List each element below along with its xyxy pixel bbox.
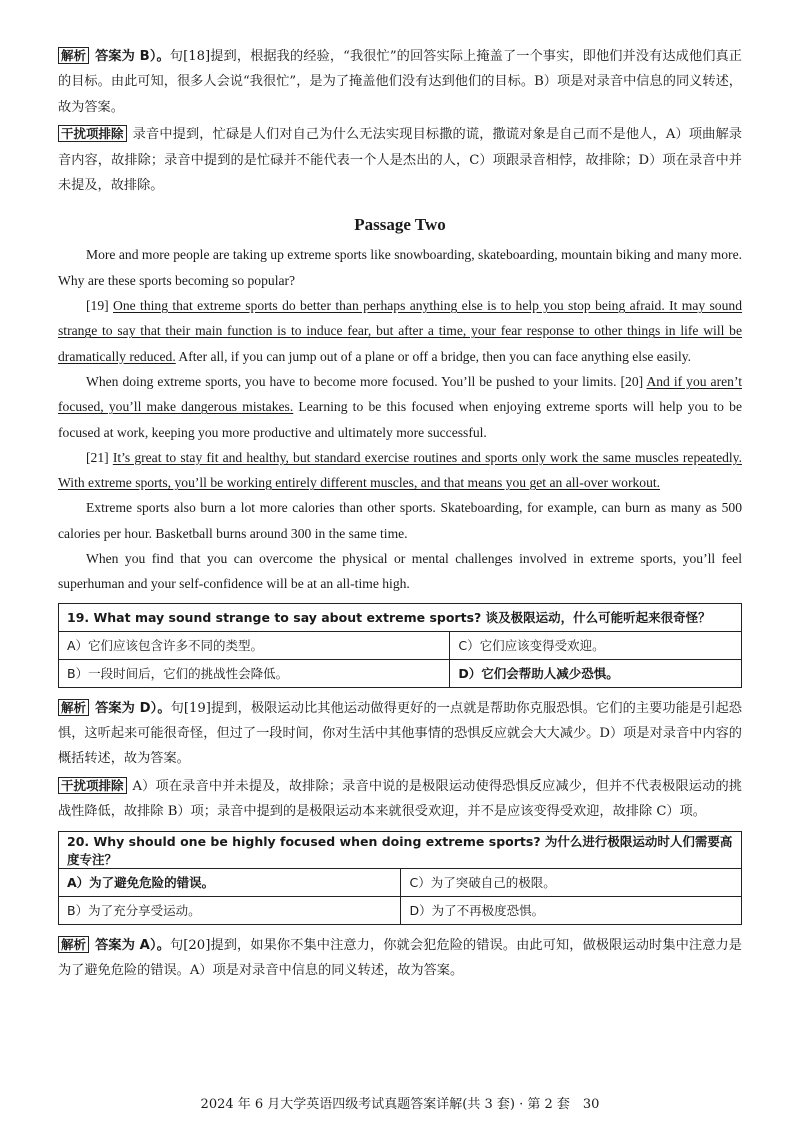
analysis-20: [58, 933, 742, 984]
passage-paragraph: More and more people are taking up extreme sports like snowboarding, skateboarding, mountain biking and many more. Why are these sports becoming so popular?: [58, 247, 742, 288]
answer-label: 答案为 A）。: [95, 937, 170, 953]
question-stem: 19. What may sound strange to say about extreme sports? 谈及极限运动，什么可能听起来很奇怪？: [59, 603, 742, 631]
sentence-marker: [19]: [86, 298, 109, 314]
analysis-text: 句[19]提到，极限运动比其他运动做得更好的一点就是帮助你克服恐惧。它们的主要功能是引起恐惧，这听起来可能很奇怪，但过了一段时间，你对生活中其他事情的恐惧反应就会大大减少。D）项是对录音中内容的概括转述，故为答案。: [58, 700, 742, 767]
passage-paragraph: Extreme sports also burn a lot more calories than other sports. Skateboarding, for example, can burn as many as 500 calories per hour. Basketball burns around 300 in the same time.: [58, 500, 742, 541]
passage-paragraph: [58, 293, 742, 369]
question-19-table: [58, 603, 742, 688]
passage-text: After all, if you can jump out of a plane or off a bridge, then you can face anything else easily.: [178, 348, 692, 364]
passage-paragraph: [58, 445, 742, 496]
passage-paragraph: [58, 369, 742, 445]
analysis-tag: 解析: [58, 47, 89, 64]
answer-label: 答案为 D）。: [95, 700, 171, 716]
option-d-correct: D）它们会帮助人减少恐惧。: [450, 659, 742, 687]
sentence-marker: [21]: [86, 449, 109, 465]
option-b: B）一段时间后，它们的挑战性会降低。: [59, 659, 450, 687]
option-d: D）为了不再极度恐惧。: [401, 896, 742, 924]
option-a: A）它们应该包含许多不同的类型。: [59, 631, 450, 659]
passage-text: Learning to be this focused when enjoying extreme sports will help you to be focused at work, keeping you more productive and ultimately more successful.: [58, 399, 742, 440]
analysis-text: 句[18]提到，根据我的经验，“我很忙”的回答实际上掩盖了一个事实，即他们并没有达成他们真正的目标。由此可知，很多人会说“我很忙”，是为了掩盖他们没有达到他们的目标。B）项是对录音中信息的同义转述，故为答案。: [58, 49, 742, 115]
option-b: B）为了充分享受运动。: [59, 896, 401, 924]
passage-text: When doing extreme sports, you have to become more focused. You’ll be pushed to your limits.: [86, 373, 617, 389]
option-a-correct: A）为了避免危险的错误。: [59, 868, 401, 896]
distractor-tag: 干扰项排除: [58, 125, 127, 142]
analysis-tag: 解析: [58, 699, 89, 716]
analysis-tag: 解析: [58, 936, 89, 953]
page-footer: 2024 年 6 月大学英语四级考试真题答案详解(共 3 套) · 第 2 套 30: [200, 1097, 600, 1112]
analysis-19: [58, 696, 742, 772]
passage-body: [58, 242, 742, 596]
analysis-text: 句[20]提到，如果你不集中注意力，你就会犯危险的错误。由此可知，做极限运动时集中注意力是为了避免危险的错误。A）项是对录音中信息的同义转述，故为答案。: [58, 937, 742, 979]
sentence-marker: [20]: [620, 373, 644, 389]
distractor-text: A）项在录音中并未提及，故排除；录音中说的是极限运动使得恐惧反应减少，但并不代表极限运动的挑战性降低，故排除 B）项；录音中提到的是极限运动本来就很受欢迎，并不是应该变得受欢迎，故排除 C）项。: [58, 778, 742, 820]
option-c: C）为了突破自己的极限。: [401, 868, 742, 896]
distractor-tag: 干扰项排除: [58, 777, 127, 794]
passage-paragraph: When you find that you can overcome the physical or mental challenges involved in extreme sports, you’ll feel superhuman and your self-confidence will be at an all-time high.: [58, 551, 742, 592]
analysis-18: [58, 44, 742, 120]
key-sentence: And if you aren’t focused, you’ll make dangerous mistakes.: [58, 373, 743, 415]
distractor-text: 录音中提到，忙碌是人们对自己为什么无法实现目标撒的谎，撒谎对象是自己而不是他人，A）项曲解录音内容，故排除；录音中提到的是忙碌并不能代表一个人是杰出的人，C）项跟录音相悖，故排除；D）项在录音中并未提及，故排除。: [58, 127, 742, 194]
passage-title: Passage Two: [354, 215, 446, 235]
answer-label: 答案为 B）。: [95, 49, 170, 64]
distractor-19: [58, 774, 742, 825]
question-20-table: [58, 831, 742, 925]
key-sentence: It’s great to stay fit and healthy, but standard exercise routines and sports only work the same muscles repeatedly. With extreme sports, you’ll be working entirely different muscles, and that means you get an all-over workout.: [58, 449, 742, 491]
question-stem: 20. Why should one be highly focused when doing extreme sports? 为什么进行极限运动时人们需要高度专注？: [59, 831, 742, 868]
distractor-18: [58, 122, 742, 198]
option-c: C）它们应该变得受欢迎。: [450, 631, 742, 659]
key-sentence: One thing that extreme sports do better than perhaps anything else is to help you stop being afraid. It may sound strange to say that their main function is to induce fear, but after a time, your fear response to other things in life will be dramatically reduced.: [58, 298, 742, 364]
